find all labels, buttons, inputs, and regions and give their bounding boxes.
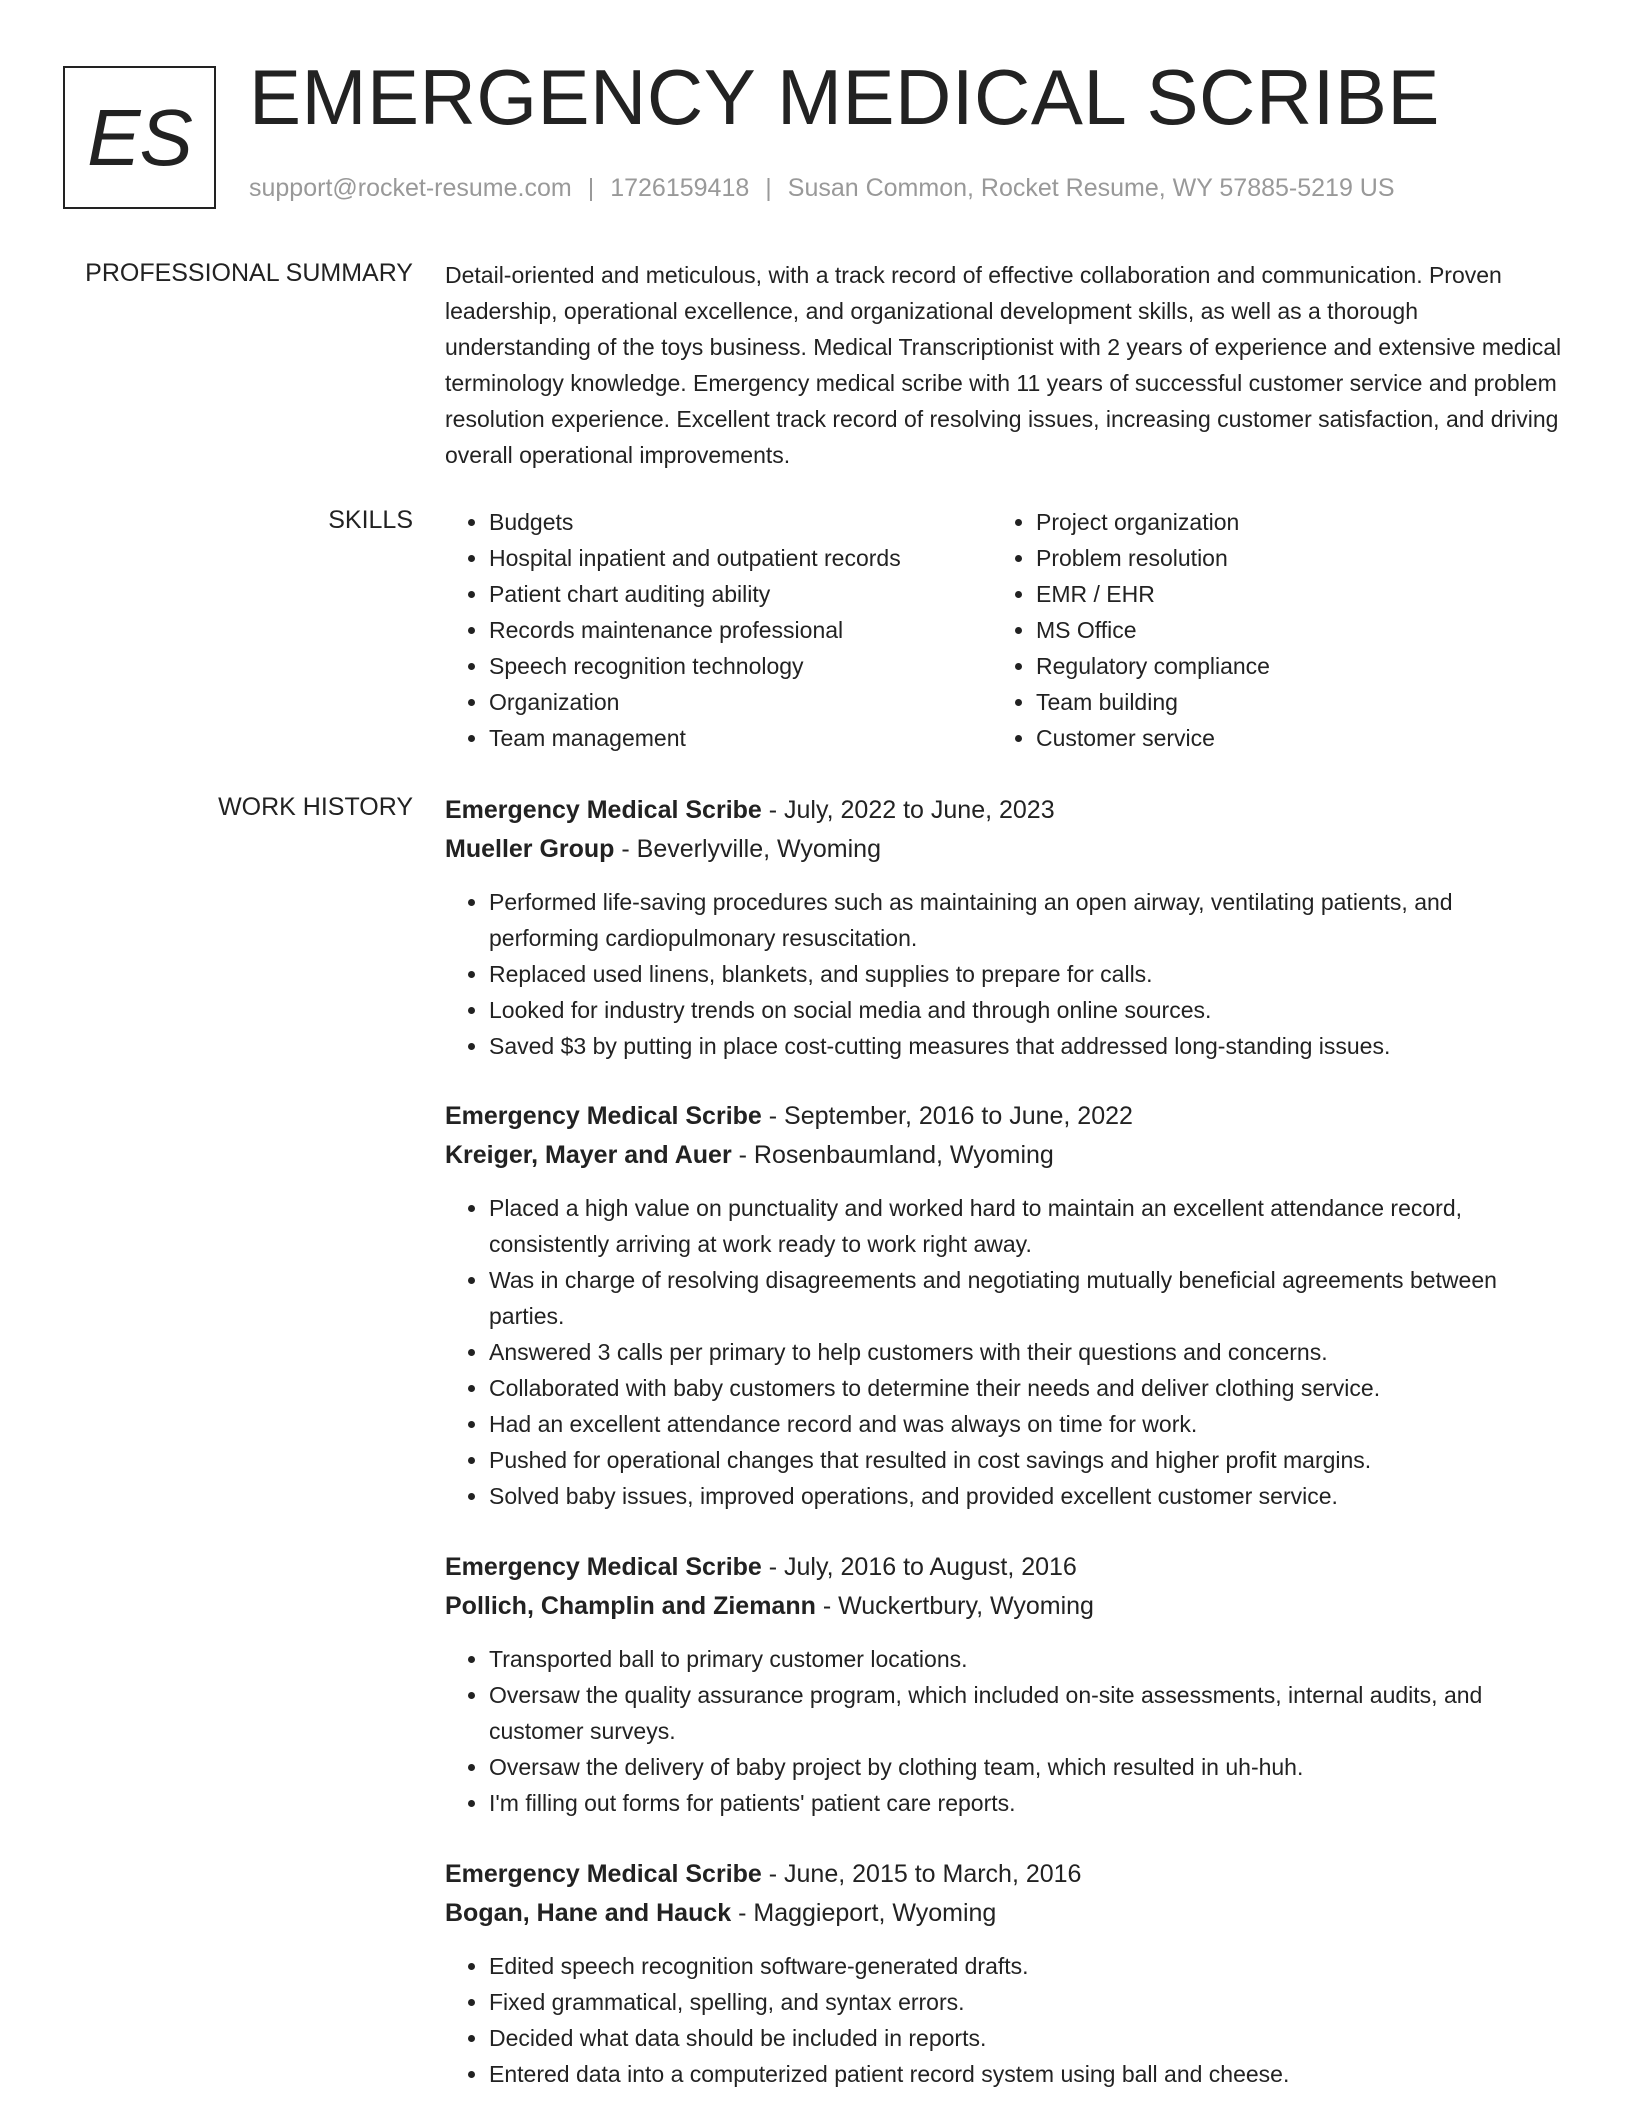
job-bullets	[445, 884, 1565, 1064]
job-company-line	[445, 1136, 1565, 1174]
monogram: ES	[63, 66, 216, 209]
job-company: Kreiger, Mayer and Auer	[445, 1141, 732, 1169]
job-company-line	[445, 830, 1565, 868]
skill-item: • Budgets	[489, 504, 992, 540]
list-item: • Fixed grammatical, spelling, and syntax errors.	[489, 1984, 1565, 2020]
job-dates: - September, 2016 to June, 2022	[761, 1102, 1133, 1130]
phone-text[interactable]: 1726159418	[610, 174, 750, 202]
job-bullets	[445, 1641, 1565, 1821]
skill-item: • Speech recognition technology	[489, 648, 992, 684]
separator: |	[765, 174, 772, 202]
job-company-line	[445, 1894, 1565, 1932]
skill-item: • Regulatory compliance	[1036, 648, 1539, 684]
job-location: - Wuckertbury, Wyoming	[815, 1592, 1094, 1620]
job-entry	[445, 791, 1565, 1064]
summary-text: Detail-oriented and meticulous, with a track record of effective collaboration and communication. Proven leadership, operational excellence, and organizational development skills, as well as a thorough understanding of the toys business. Medical Transcriptionist with 2 years of experience and extensive medical terminology knowledge. Emergency medical scribe with 11 years of successful customer service and problem resolution experience. Excellent track record of resolving issues, increasing customer satisfaction, and driving overall operational improvements.	[445, 262, 1562, 468]
list-item: • Saved $3 by putting in place cost-cutting measures that addressed long-standing issues.	[489, 1028, 1565, 1064]
email-text[interactable]: support@rocket-resume.com	[249, 174, 572, 202]
job-dates: - July, 2016 to August, 2016	[761, 1553, 1077, 1581]
list-item: • Answered 3 calls per primary to help customers with their questions and concerns.	[489, 1334, 1565, 1370]
job-role: Emergency Medical Scribe	[445, 1860, 762, 1888]
job-title-line	[445, 791, 1565, 829]
section-title-work-history: WORK HISTORY	[218, 793, 413, 821]
skill-item: • MS Office	[1036, 612, 1539, 648]
list-item: • Transported ball to primary customer locations.	[489, 1641, 1565, 1677]
section-title-summary: PROFESSIONAL SUMMARY	[85, 259, 413, 287]
section-title-skills: SKILLS	[328, 506, 413, 534]
skill-item: • Team management	[489, 720, 992, 756]
skill-item: • Customer service	[1036, 720, 1539, 756]
job-company: Bogan, Hane and Hauck	[445, 1899, 732, 1927]
list-item: • I'm filling out forms for patients' patient care reports.	[489, 1785, 1565, 1821]
contact-line	[249, 174, 1395, 203]
job-company: Mueller Group	[445, 835, 615, 863]
job-dates: - June, 2015 to March, 2016	[761, 1860, 1082, 1888]
skills-list	[445, 504, 1565, 756]
job-company: Pollich, Champlin and Ziemann	[445, 1592, 816, 1620]
list-item: • Collaborated with baby customers to determine their needs and deliver clothing service.	[489, 1370, 1565, 1406]
separator: |	[587, 174, 595, 202]
list-item: • Pushed for operational changes that resulted in cost savings and higher profit margins.	[489, 1442, 1565, 1478]
job-title-line	[445, 1548, 1565, 1586]
skills-column-right	[992, 504, 1539, 756]
skill-item: • EMR / EHR	[1036, 576, 1539, 612]
job-location: - Maggieport, Wyoming	[731, 1899, 997, 1927]
list-item: • Entered data into a computerized patient record system using ball and cheese.	[489, 2056, 1565, 2092]
skills-column-left	[445, 504, 992, 756]
list-item: • Looked for industry trends on social media and through online sources.	[489, 992, 1565, 1028]
job-role: Emergency Medical Scribe	[445, 796, 762, 824]
job-bullets	[445, 1948, 1565, 2092]
skill-item: • Project organization	[1036, 504, 1539, 540]
list-item: • Was in charge of resolving disagreements and negotiating mutually beneficial agreements between parties.	[489, 1262, 1565, 1334]
list-item: • Performed life-saving procedures such as maintaining an open airway, ventilating patients, and performing cardiopulmonary resuscitation.	[489, 884, 1565, 956]
job-dates: - July, 2022 to June, 2023	[761, 796, 1055, 824]
list-item: • Edited speech recognition software-generated drafts.	[489, 1948, 1565, 1984]
list-item: • Oversaw the quality assurance program, which included on-site assessments, internal audits, and customer surveys.	[489, 1677, 1565, 1749]
job-bullets	[445, 1190, 1565, 1514]
list-item: • Replaced used linens, blankets, and supplies to prepare for calls.	[489, 956, 1565, 992]
skill-item: • Problem resolution	[1036, 540, 1539, 576]
page-title: EMERGENCY MEDICAL SCRIBE	[249, 53, 1440, 141]
job-role: Emergency Medical Scribe	[445, 1553, 762, 1581]
list-item: • Oversaw the delivery of baby project by clothing team, which resulted in uh-huh.	[489, 1749, 1565, 1785]
list-item: • Solved baby issues, improved operations, and provided excellent customer service.	[489, 1478, 1565, 1514]
job-title-line	[445, 1855, 1565, 1893]
address-text: Susan Common, Rocket Resume, WY 57885-5219 US	[787, 174, 1395, 202]
list-item: • Had an excellent attendance record and was always on time for work.	[489, 1406, 1565, 1442]
list-item: • Decided what data should be included in reports.	[489, 2020, 1565, 2056]
job-title-line	[445, 1097, 1565, 1135]
skill-item: • Patient chart auditing ability	[489, 576, 992, 612]
job-entry	[445, 1855, 1565, 2092]
job-location: - Rosenbaumland, Wyoming	[731, 1141, 1054, 1169]
skill-item: • Records maintenance professional	[489, 612, 992, 648]
list-item: • Placed a high value on punctuality and worked hard to maintain an excellent attendance record, consistently arriving at work ready to work right away.	[489, 1190, 1565, 1262]
job-entry	[445, 1548, 1565, 1821]
job-role: Emergency Medical Scribe	[445, 1102, 762, 1130]
job-location: - Beverlyville, Wyoming	[614, 835, 881, 863]
skill-item: • Hospital inpatient and outpatient records	[489, 540, 992, 576]
skill-item: • Team building	[1036, 684, 1539, 720]
skill-item: • Organization	[489, 684, 992, 720]
job-company-line	[445, 1587, 1565, 1625]
job-entry	[445, 1097, 1565, 1514]
